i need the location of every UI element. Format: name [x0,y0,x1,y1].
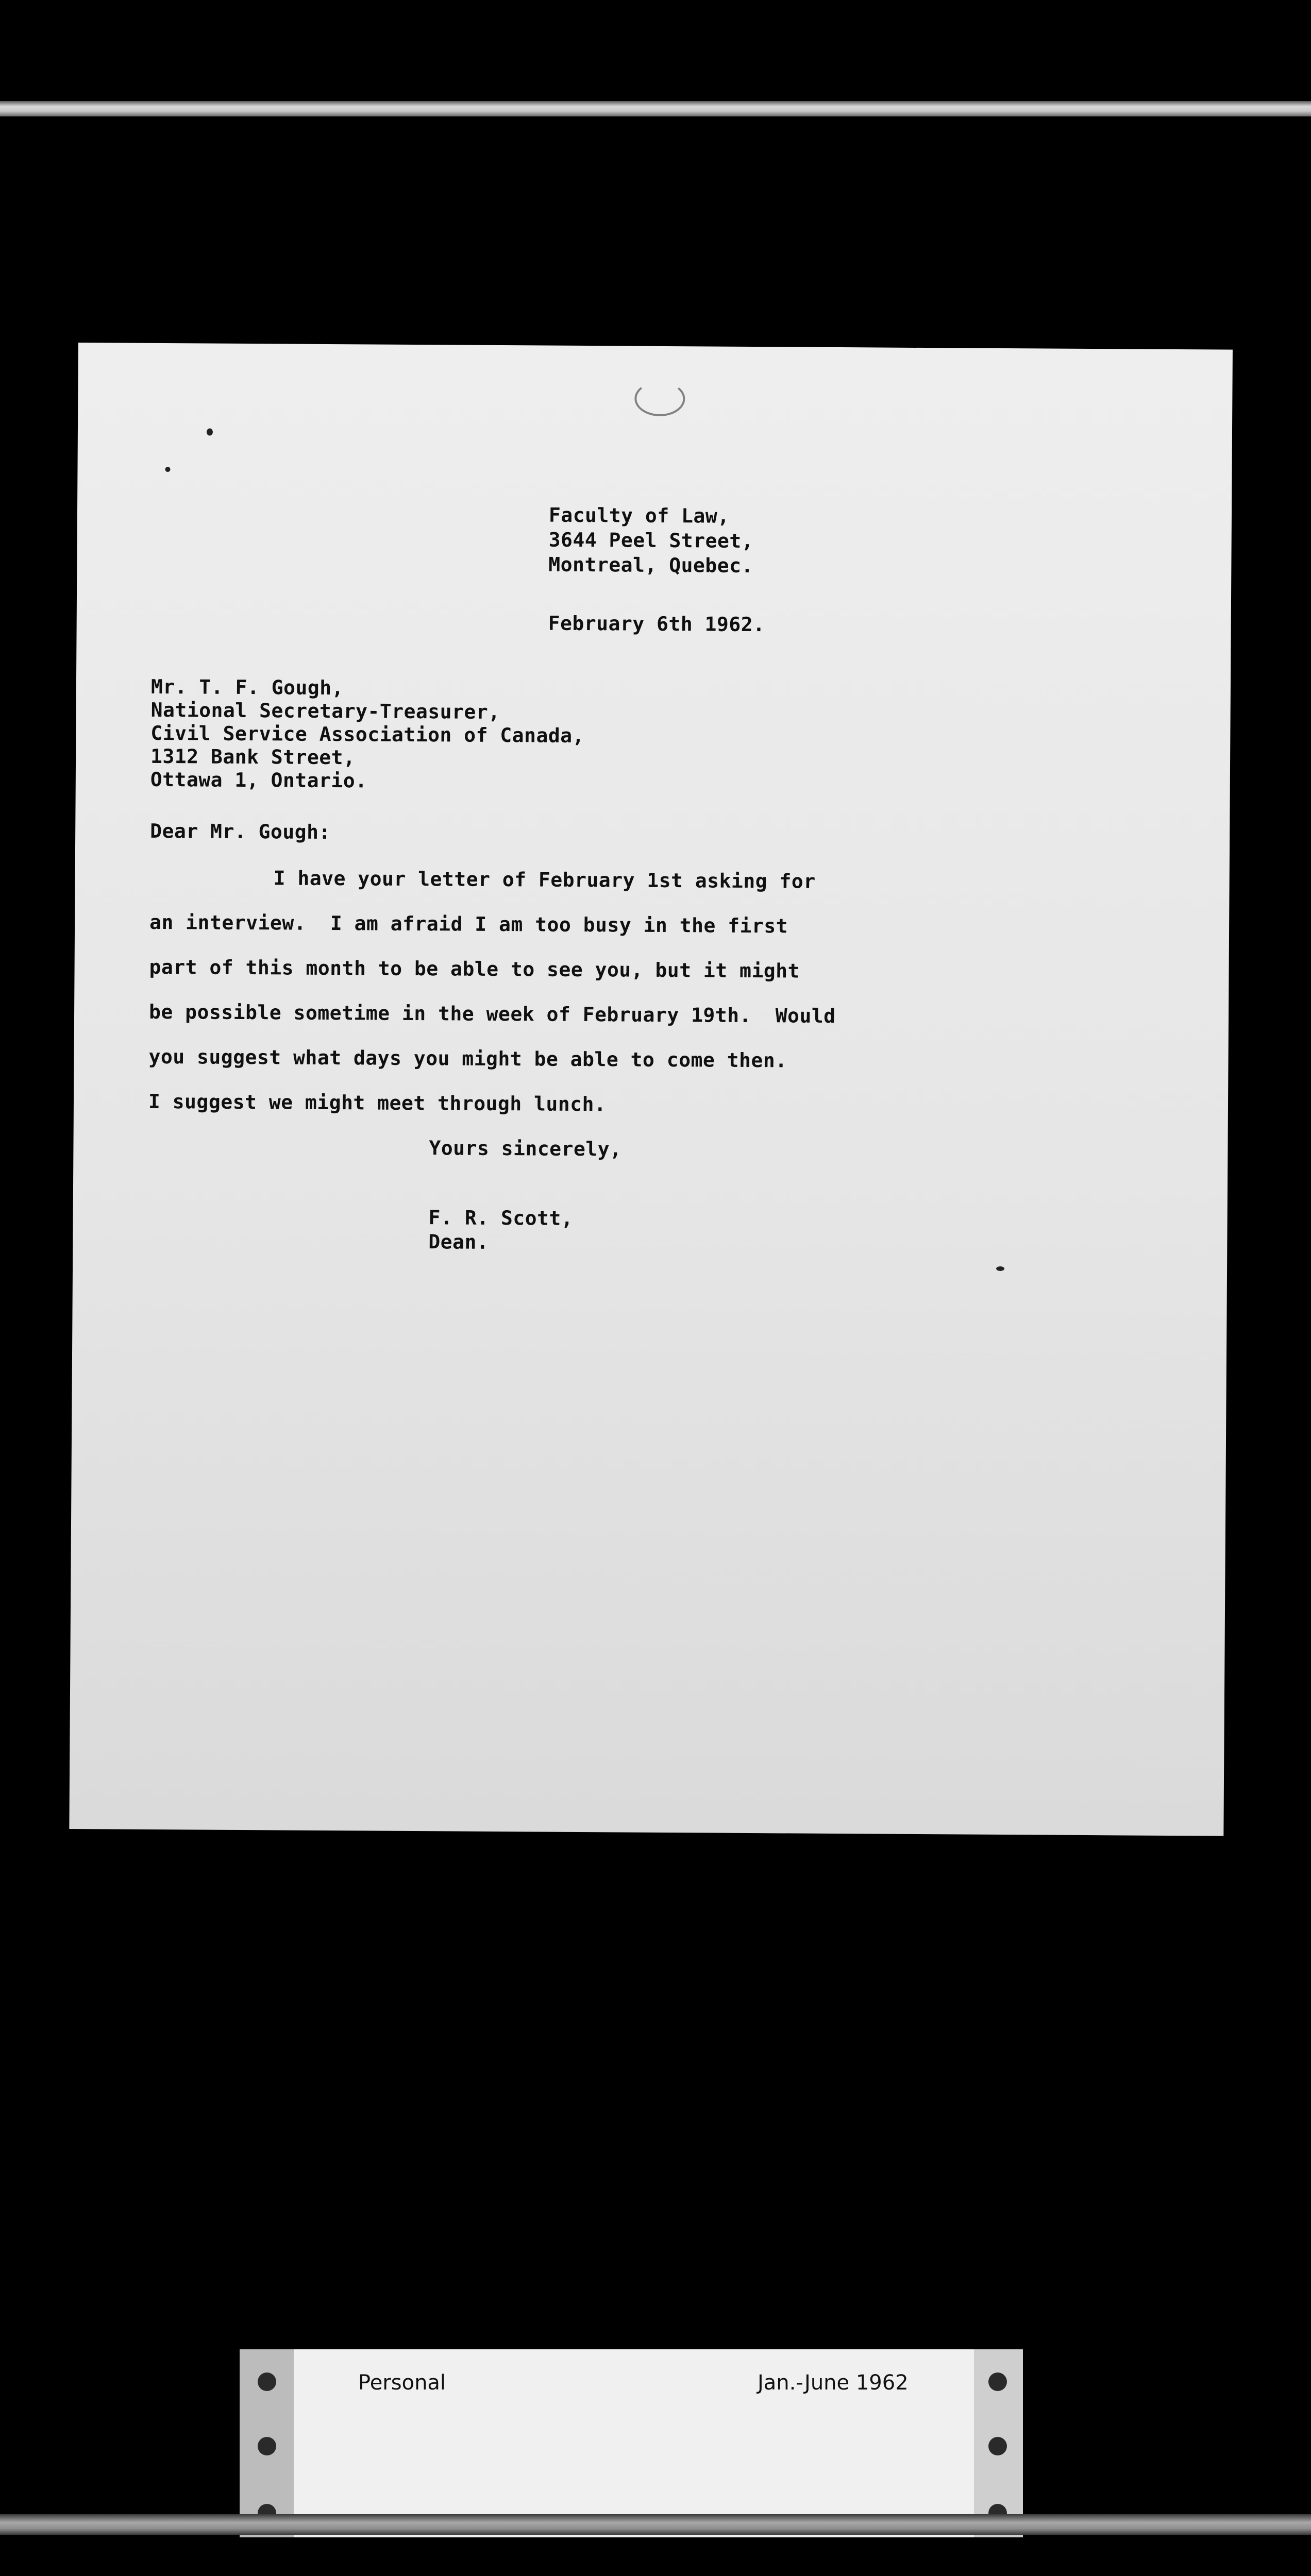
body-line-3: part of this month to be able to see you, but it might [149,955,800,982]
recipient-line-4: 1312 Bank Street, [150,744,356,769]
closing: Yours sincerely, [429,1137,622,1161]
body-line-2: an interview. I am afraid I am too busy in the first [149,910,788,938]
letter-date: February 6th 1962. [548,612,765,636]
binder-hole [258,2372,276,2391]
recipient-line-5: Ottawa 1, Ontario. [150,768,367,792]
body-line-4: be possible sometime in the week of February 19th. Would [148,1000,836,1028]
ink-speck [996,1266,1004,1271]
film-edge-bottom [0,2514,1311,2535]
recipient-line-2: National Secretary-Treasurer, [150,698,500,724]
folder-tab-left-edge [240,2349,294,2537]
letter-page [69,343,1233,1836]
folder-period: Jan.-June 1962 [758,2371,909,2395]
folder-tab-right-edge [974,2349,1023,2537]
sender-address-line-2: 3644 Peel Street, [548,528,754,553]
binder-hole [988,2372,1007,2391]
signature-title: Dean. [428,1230,489,1253]
signature-name: F. R. Scott, [428,1206,574,1230]
binder-hole [988,2437,1007,2455]
recipient-line-1: Mr. T. F. Gough, [150,675,344,700]
body-line-5: you suggest what days you might be able to come then. [148,1045,787,1072]
body-line-6: I suggest we might meet through lunch. [148,1090,607,1116]
recipient-line-3: Civil Service Association of Canada, [150,721,585,748]
folder-category: Personal [358,2371,446,2395]
sender-address-line-3: Montreal, Quebec. [548,553,753,578]
handwritten-mark [634,381,685,417]
folder-tab [240,2349,1023,2537]
binder-hole [258,2437,276,2455]
sender-address-line-1: Faculty of Law, [548,503,730,528]
salutation: Dear Mr. Gough: [150,819,331,844]
ink-speck [207,429,213,436]
body-line-1: I have your letter of February 1st asking for [273,867,816,893]
film-edge-top [0,101,1311,116]
ink-speck [165,467,170,472]
